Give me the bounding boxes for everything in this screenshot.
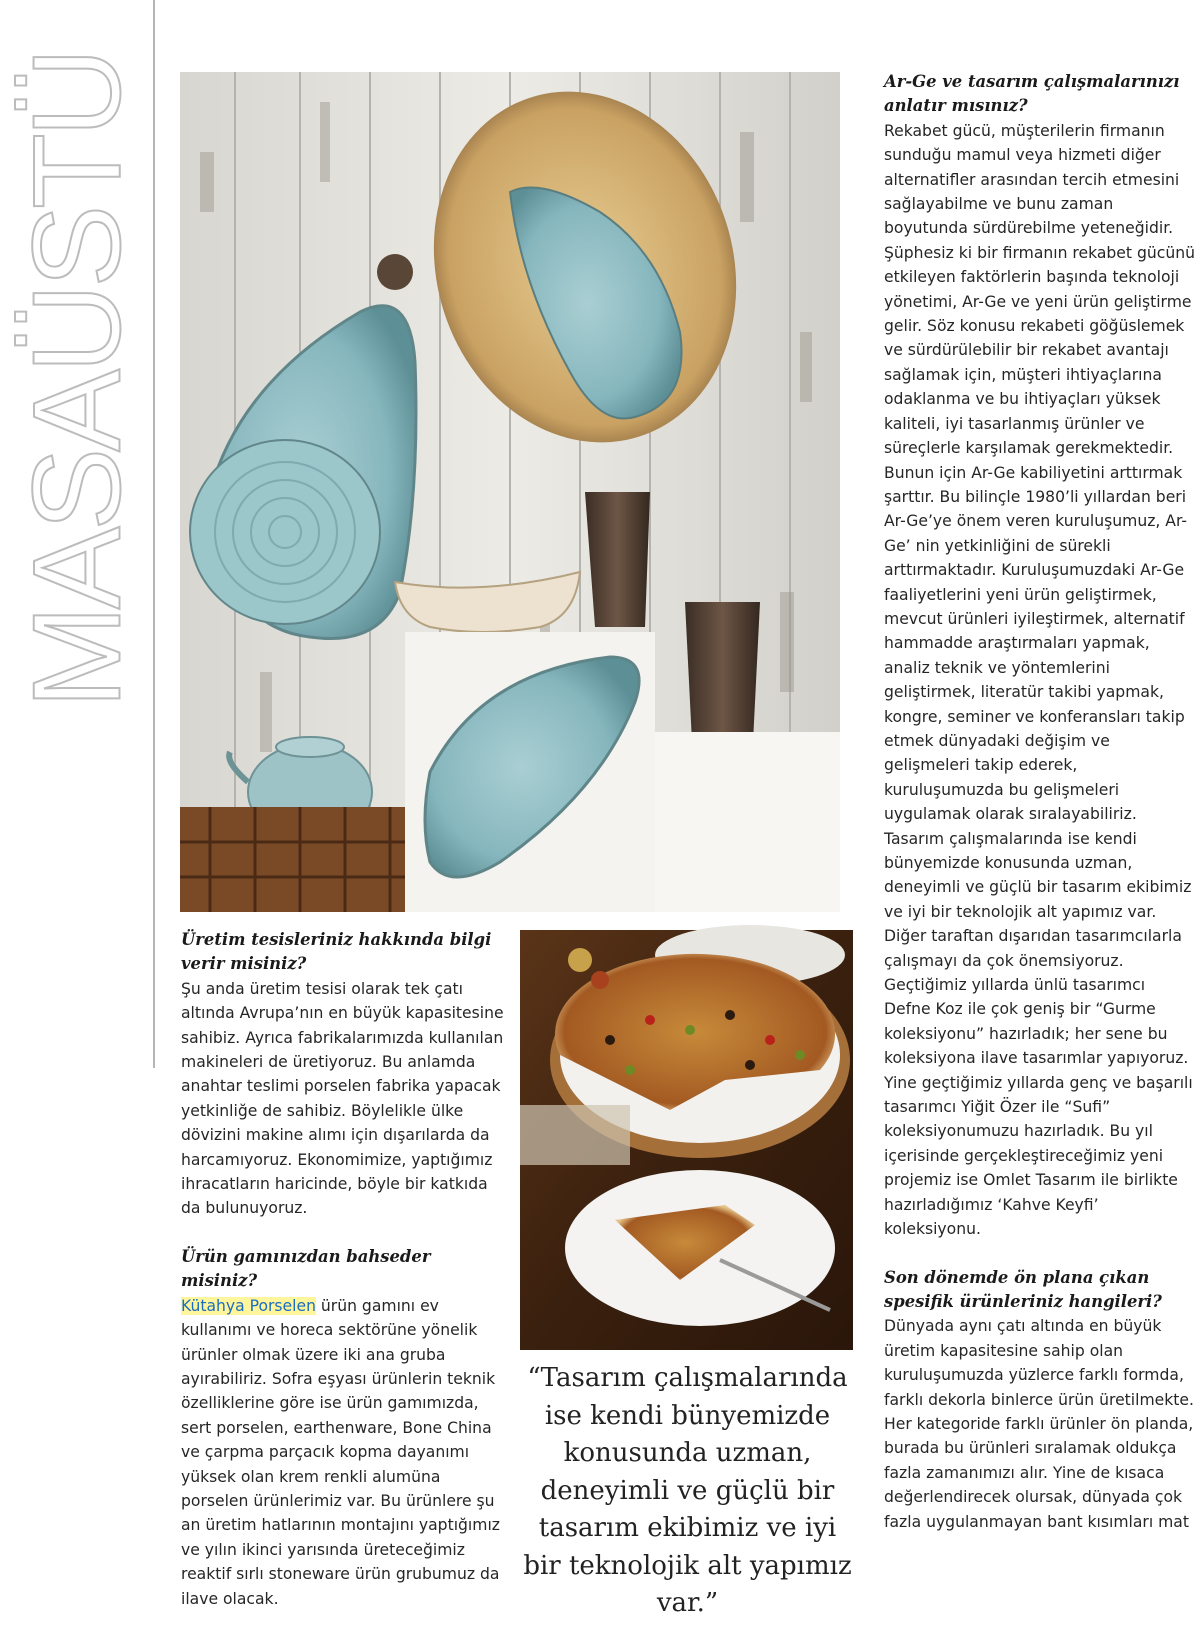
highlighted-brand-link[interactable]: Kütahya Porselen	[181, 1296, 316, 1315]
pull-quote: “Tasarım çalışmalarında ise kendi bünyemizde konusunda uzman, deneyimli ve güçlü bir tasarım ekibimiz ve iyi bir teknolojik alt yapımız var.”	[523, 1363, 852, 1618]
answer-product-range-text: ürün gamını ev kullanımı ve horeca sektörüne yönelik ürünler olmak üzere iki ana gruba ayırabiliriz. Sofra eşyası ürünlerin teknik özelliklerine göre ise ürün gamımızda, sert porselen, earthenware, Bone China ve çarpma parçacık kopma dayanımı yüksek olan krem renkli alumüna porselen ürünlerimiz var. Bu ürünlere şu an üretim hatlarının montajını yaptığımız ve yılın ikinci yarısında üreteceğimiz reaktif sırlı stoneware ürün grubumuz da ilave olacak.	[181, 1296, 500, 1608]
question-product-range: Ürün gamınızdan bahseder misiniz?	[181, 1246, 431, 1291]
answer-product-range	[181, 1294, 511, 1611]
section-title-text: MASAÜSTÜ	[8, 51, 146, 709]
right-column	[884, 70, 1196, 1558]
left-column	[181, 928, 511, 1635]
question-production-facilities: Üretim tesisleriniz hakkında bilgi verir misiniz?	[181, 930, 492, 974]
question-specific-products: Son dönemde ön plana çıkan spesifik ürünleriniz hangileri?	[884, 1267, 1162, 1311]
answer-production-facilities: Şu anda üretim tesisi olarak tek çatı altında Avrupa’nın en büyük kapasitesine sahibiz. Ayrıca fabrikalarımızda kullanılan makineleri de üretiyoruz. Bu anlamda anahtar teslimi porselen fabrika yapacak yetkinliğe de sahibiz. Böylelikle ülke dövizini makine alımı için dışarılarda da harcamıyoruz. Ekonomimize, yaptığımız ihracatların haricinde, böyle bir katkıda da bulunuyoruz.	[181, 979, 504, 1218]
section-title	[8, 51, 146, 709]
answer-specific-products: Dünyada aynı çatı altında en büyük üretim kapasitesine sahip olan kuruluşumuzda yüzlerce farklı formda, farklı dekorla binlerce ürün üretilmekte. Her kategoride farklı ürünler ön planda, burada bu ürünleri sıralamak oldukça fazla zamanımızı alır. Yine de kısaca değerlendirecek olursak, dünyada çok fazla uygulanmayan bant kısımları mat	[884, 1317, 1194, 1531]
answer-rnd-design: Rekabet gücü, müşterilerin firmanın sunduğu mamul veya hizmeti diğer alternatifler arasından tercih etmesini sağlayabilme ve bunu zaman boyutunda sürdürebilme yeteneğidir. Şüphesiz ki bir firmanın rekabet gücünü etkileyen faktörlerin başında teknoloji yönetimi, Ar-Ge ve yeni ürün geliştirme gelir. Söz konusu rekabeti göğüslemek ve sürdürülebilir bir rekabet avantajı sağlamak için, müşteri ihtiyaçlarına odaklanma ve bu ihtiyaçları yüksek kaliteli, iyi tasarlanmış ürünler ve süreçlerle karşılamak gerekmektedir. Bunun için Ar-Ge kabiliyetini arttırmak şarttır. Bu bilinçle 1980’li yıllardan beri Ar-Ge’ye önem veren kuruluşumuz, Ar-Ge’ nin yetkinliğini de sürekli arttırmaktadır. Kuruluşumuzdaki Ar-Ge faaliyetlerini yeni ürün geliştirmek, mevcut ürünleri iyileştirmek, alternatif hammadde araştırmaları yapmak, analiz teknik ve yöntemlerini geliştirmek, literatür takibi yapmak, kongre, seminer ve konferansları takip etmek dünyadaki değişim ve gelişmeleri takip ederek, kuruluşumuzda bu gelişmeleri uygulamak olarak sıralayabiliriz. Tasarım çalışmalarında ise kendi bünyemizde konusunda uzman, deneyimli ve güçlü bir tasarım ekibimiz ve iyi bir teknolojik alt yapımız var. Diğer taraftan dışarıdan tasarımcılarla çalışmayı da çok önemsiyoruz. Geçtiğimiz yıllarda ünlü tasarımcı Defne Koz ile çok geniş bir “Gurme koleksiyonu” hazırladık; her sene bu koleksiyona ilave tasarımlar yapıyoruz. Yine geçtiğimiz yıllarda genç ve başarılı tasarımcı Yiğit Özer ile “Sufi” koleksiyonumuzu hazırladık. Bu yıl içerisinde gerçekleştireceğimiz yeni projemiz ise Omlet Tasarım ile birlikte hazırladığımız ‘Kahve Keyfi’ koleksiyonu.	[884, 121, 1195, 1239]
pizza-photo	[520, 930, 853, 1350]
question-rnd-design: Ar-Ge ve tasarım çalışmalarınızı anlatır mısınız?	[884, 72, 1180, 116]
vertical-rule	[153, 0, 155, 1068]
tableware-photo	[180, 72, 840, 912]
